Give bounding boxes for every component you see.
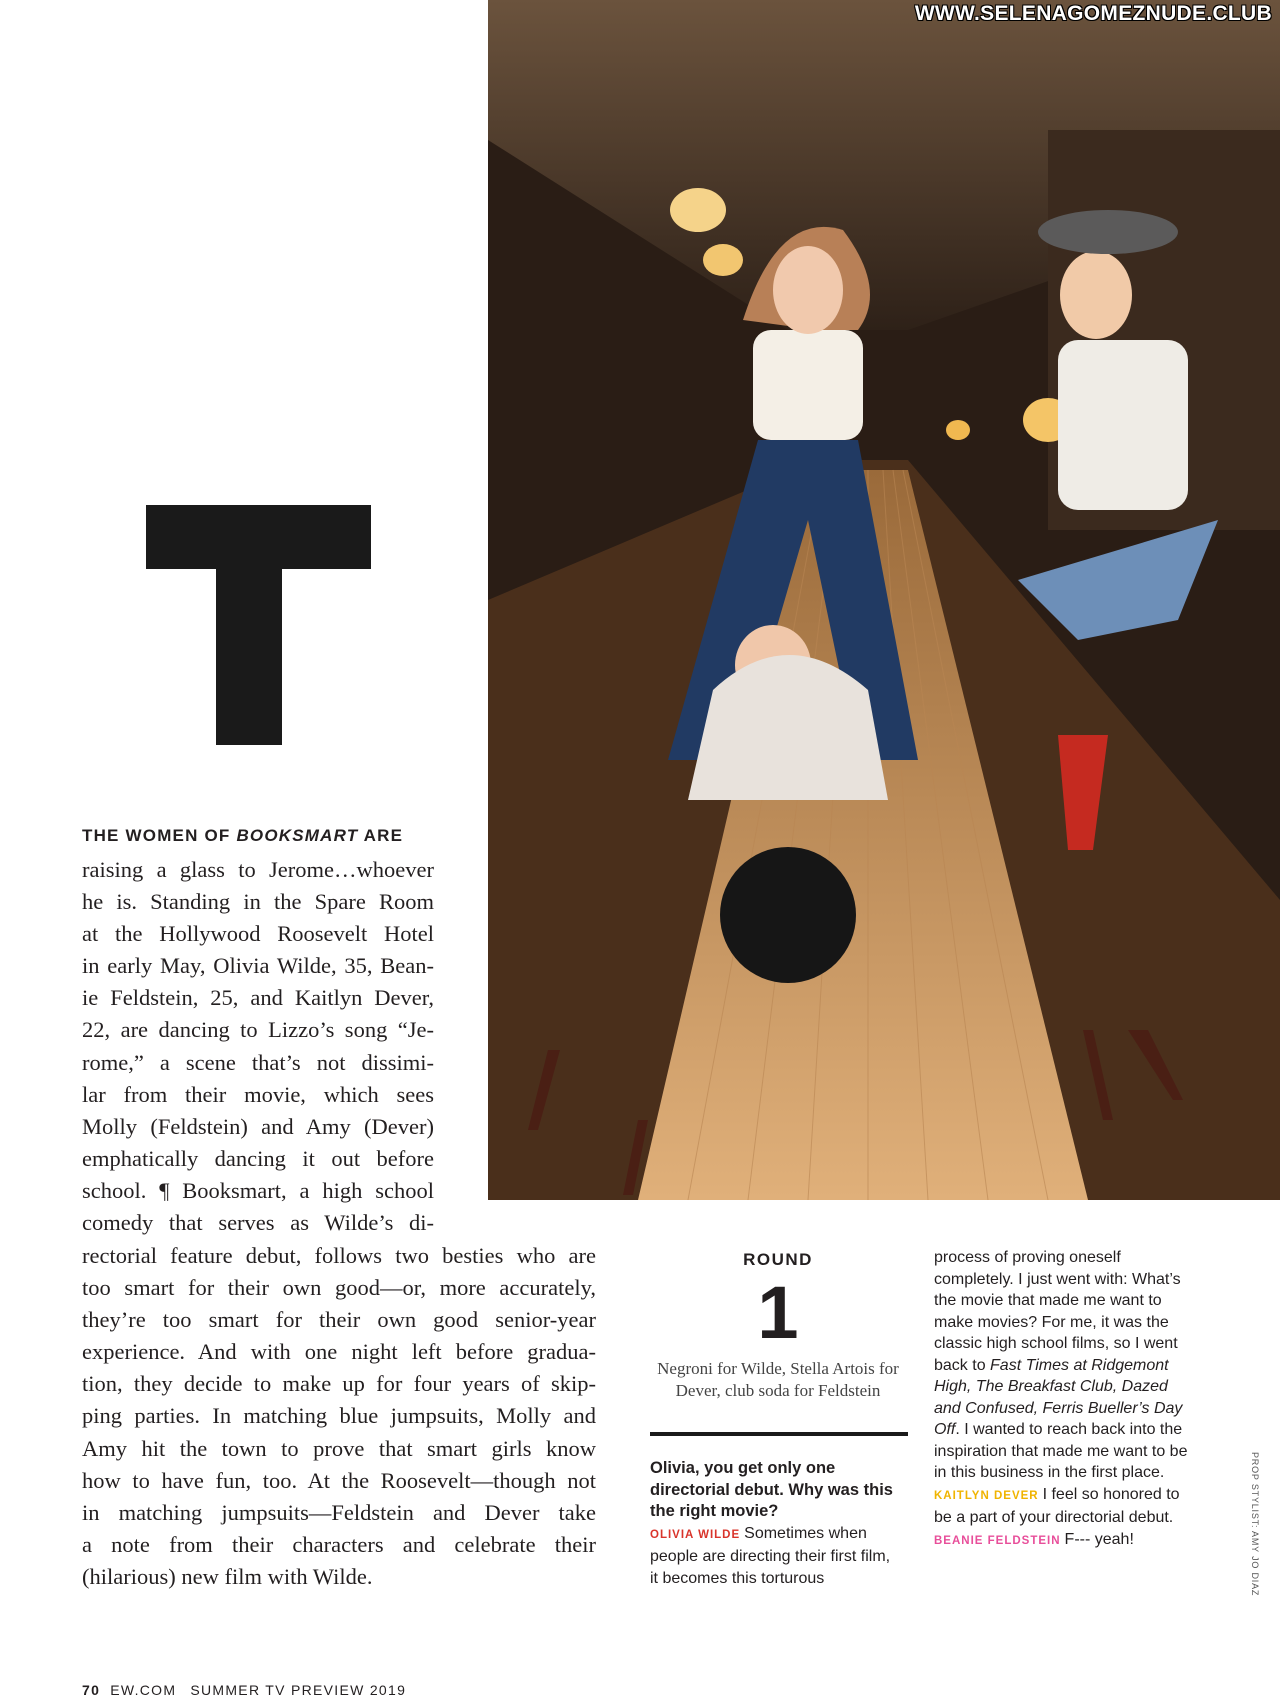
drop-cap-stem xyxy=(216,569,282,745)
speaker-kaitlyn-dever: KAITLYN DEVER xyxy=(934,1489,1039,1502)
round-sidebar xyxy=(648,1250,908,1401)
round-number: 1 xyxy=(757,1271,799,1354)
body-line: he is. Standing in the Spare Room xyxy=(82,889,434,915)
photo-credit: PROP STYLIST: AMY JO DIAZ xyxy=(1250,1452,1260,1597)
dever-text: I feel so honored to be a part of your directorial debut. xyxy=(934,1485,1180,1526)
speaker-beanie-feldstein: BEANIE FELDSTEIN xyxy=(934,1534,1061,1547)
page-number: 70 xyxy=(82,1682,101,1698)
qa-feldstein xyxy=(934,1529,1192,1553)
article-body-wide xyxy=(82,1240,596,1593)
lede-post: ARE xyxy=(358,826,404,845)
body-line: ie Feldstein, 25, and Kaitlyn Dever, xyxy=(82,985,434,1011)
body-line: Amy hit the town to prove that smart girls know xyxy=(82,1435,596,1461)
body-line: rectorial feature debut, follows two besties who are xyxy=(82,1243,596,1268)
body-line: at the Hollywood Roosevelt Hotel xyxy=(82,921,434,947)
lede-title: BOOKSMART xyxy=(236,826,359,845)
body-line: rome,” a scene that’s not dissimi- xyxy=(82,1049,434,1075)
body-line: Molly (Feldstein) and Amy (Dever) xyxy=(82,1113,434,1139)
body-line: a note from their characters and celebrate their xyxy=(82,1531,596,1557)
qa-dever xyxy=(934,1484,1192,1529)
lede-heading xyxy=(82,826,434,846)
body-line: how to have fun, too. At the Roosevelt—though not xyxy=(82,1467,596,1493)
body-line: 22, are dancing to Lizzo’s song “Je- xyxy=(82,1017,434,1043)
body-line: tion, they decide to make up for four years of skip- xyxy=(82,1371,596,1397)
page-folio xyxy=(82,1682,406,1698)
photo-illustration xyxy=(488,0,1280,1200)
body-line: lar from their movie, which sees xyxy=(82,1081,434,1107)
body-line: comedy that serves as Wilde’s di- xyxy=(82,1210,434,1236)
answer-text: Sometimes when people are directing their first film, it becomes this torturous xyxy=(650,1524,891,1587)
qa-answer xyxy=(650,1523,898,1590)
round-label: ROUND xyxy=(743,1250,813,1269)
body-line: school. ¶ Booksmart, a high school xyxy=(82,1177,434,1203)
answer-text-cont: process of proving oneself completely. I just went with: What’s the movie that made me want to make movies? For me, it was the classic high school films, so I went back to xyxy=(934,1249,1181,1374)
photo-bowling-alley xyxy=(488,0,1280,1200)
body-line: (hilarious) new film with Wilde. xyxy=(82,1563,373,1589)
body-line: in matching jumpsuits—Feldstein and Dever take xyxy=(82,1499,596,1525)
body-line: emphatically dancing it out before xyxy=(82,1145,434,1171)
article-body-narrow xyxy=(82,854,434,1239)
body-line: raising a glass to Jerome…whoever xyxy=(82,857,434,882)
answer-film-titles: Fast Times at Ridgemont High, The Breakfast Club, Dazed and Confused, Ferris Bueller’s Day Off xyxy=(934,1356,1183,1438)
body-line: in early May, Olivia Wilde, 35, Bean- xyxy=(82,953,434,979)
body-line: experience. And with one night left before gradua- xyxy=(82,1339,596,1365)
issue-name: SUMMER TV PREVIEW 2019 xyxy=(190,1682,407,1698)
site-name: EW.COM xyxy=(110,1682,177,1698)
qa-column-right xyxy=(934,1247,1192,1552)
body-line: too smart for their own good—or, more accurately, xyxy=(82,1275,596,1301)
qa-column-left xyxy=(650,1458,898,1589)
sidebar-divider xyxy=(650,1432,908,1436)
qa-answer-continued xyxy=(934,1247,1192,1484)
lede-pre: THE WOMEN OF xyxy=(82,826,237,845)
drop-cap-bar xyxy=(146,505,371,569)
feldstein-text: F--- yeah! xyxy=(1064,1530,1134,1548)
body-line: ping parties. In matching blue jumpsuits, Molly and xyxy=(82,1403,596,1429)
watermark-text: WWW.SELENAGOMEZNUDE.CLUB xyxy=(914,2,1272,25)
qa-question: Olivia, you get only one directorial debut. Why was this the right movie? xyxy=(650,1459,893,1520)
body-line: they’re too smart for their own good senior-year xyxy=(82,1307,596,1333)
speaker-olivia-wilde: OLIVIA WILDE xyxy=(650,1528,741,1541)
answer-text-end: . I wanted to reach back into the inspiration that made me want to be in this business in the first place. xyxy=(934,1421,1188,1481)
drinks-caption: Negroni for Wilde, Stella Artois for Dever, club soda for Feldstein xyxy=(657,1359,899,1400)
drop-cap-letter xyxy=(146,505,371,745)
